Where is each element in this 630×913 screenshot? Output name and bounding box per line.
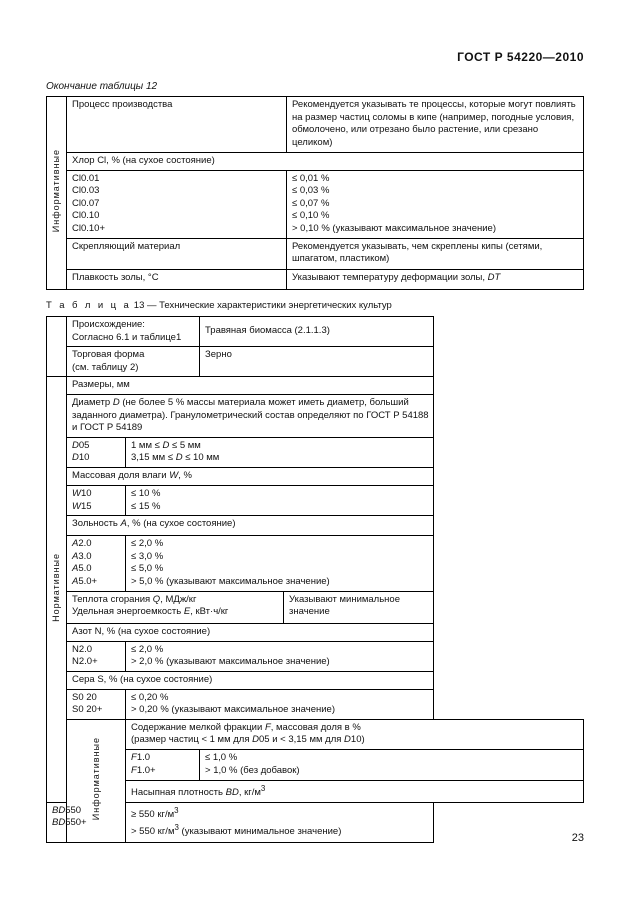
table-cell: Рекомендуется указывать те процессы, которые могут повлиять на размер частиц соломы в кипе (например, погодные условия, обмолочено, или отрезано было растение, или срезано целиком) [287,97,584,153]
table-continuation-caption: Окончание таблицы 12 [46,81,158,92]
table-cell: Диаметр D (не более 5 % массы материала может иметь диаметр, больший заданного диаметра). Гранулометрический состав определяют по ГОСТ Р 54188 и ГОСТ Р 54189 [67,394,434,437]
table-12-continuation [46,96,584,290]
table-cell-empty [47,317,67,377]
table-cell: Скрепляющий материал [67,238,287,269]
table-cell: BD550 BD550+ [47,802,67,842]
table-cell: D05 D10 [67,437,126,467]
table-cell: Cl0.01 Cl0.03 Cl0.07 Cl0.10 Cl0.10+ [67,170,287,238]
table-cell: Хлор Cl, % (на сухое состояние) [67,153,584,171]
table-cell: Теплота сгорания Q, МДж/кг Удельная энергоемкость E, кВт·ч/кг [67,591,284,623]
table-cell: Размеры, мм [67,377,434,395]
table-cell: Азот N, % (на сухое состояние) [67,623,434,641]
table-cell: Указывают температуру деформации золы, DT [287,269,584,289]
normative-side-label: Нормативные [47,377,67,802]
table-cell: ≤ 2,0 % > 2,0 % (указывают максимальное значение) [126,641,434,671]
table-cell: Указывают минимальное значение [284,591,434,623]
table-cell: S0 20 S0 20+ [67,689,126,719]
table-cell: Зольность A, % (на сухое состояние) [67,516,434,536]
table-cell: ≤ 2,0 % ≤ 3,0 % ≤ 5,0 % > 5,0 % (указывают максимальное значение) [126,536,434,591]
table-cell: Содержание мелкой фракции F, массовая доля в % (размер частиц < 1 мм для D05 и < 3,15 мм для D10) [126,719,584,749]
table-cell: ≥ 550 $кг/м^3$ > 550 $кг/м^3$ (указывают минимальное значение) [126,802,434,842]
page-number: 23 [571,832,584,844]
table-cell: ≤ 1,0 % > 1,0 % (без добавок) [200,750,584,781]
table-cell: ≤ 0,20 % > 0,20 % (указывают максимальное значение) [126,689,434,719]
table-cell: Процесс производства [67,97,287,153]
table-cell: Сера S, % (на сухое состояние) [67,671,434,689]
table-cell: Происхождение: Согласно 6.1 и таблице1 [67,317,200,347]
document-code: ГОСТ Р 54220—2010 [457,50,584,64]
informative-side-label: Информативные [67,719,126,842]
table-cell: Торговая форма (см. таблицу 2) [67,347,200,377]
table-cell: ≤ 0,01 % ≤ 0,03 % ≤ 0,07 % ≤ 0,10 % > 0,10 % (указывают максимальное значение) [287,170,584,238]
table-cell: Зерно [200,347,434,377]
informative-side-label: Информативные [47,97,67,290]
table-cell: N2.0 N2.0+ [67,641,126,671]
table-cell: Рекомендуется указывать, чем скреплены кипы (сетями, шпагатом, пластиком) [287,238,584,269]
table-13 [46,316,584,843]
table-cell: W10 W15 [67,485,126,515]
table-cell: Массовая доля влаги W, % [67,467,434,485]
table-cell: Травяная биомасса (2.1.1.3) [200,317,434,347]
table-cell: 1 мм ≤ D ≤ 5 мм 3,15 мм ≤ D ≤ 10 мм [126,437,434,467]
table-cell: F1.0 F1.0+ [126,750,200,781]
table-13-caption: Т а б л и ц а 13 — Технические характеристики энергетических культур [46,300,392,311]
table-cell: Плавкость золы, °С [67,269,287,289]
table-cell: ≤ 10 % ≤ 15 % [126,485,434,515]
table-cell: Насыпная плотность BD, $кг/м^3$ [126,781,584,803]
table-cell: A2.0 A3.0 A5.0 A5.0+ [67,536,126,591]
